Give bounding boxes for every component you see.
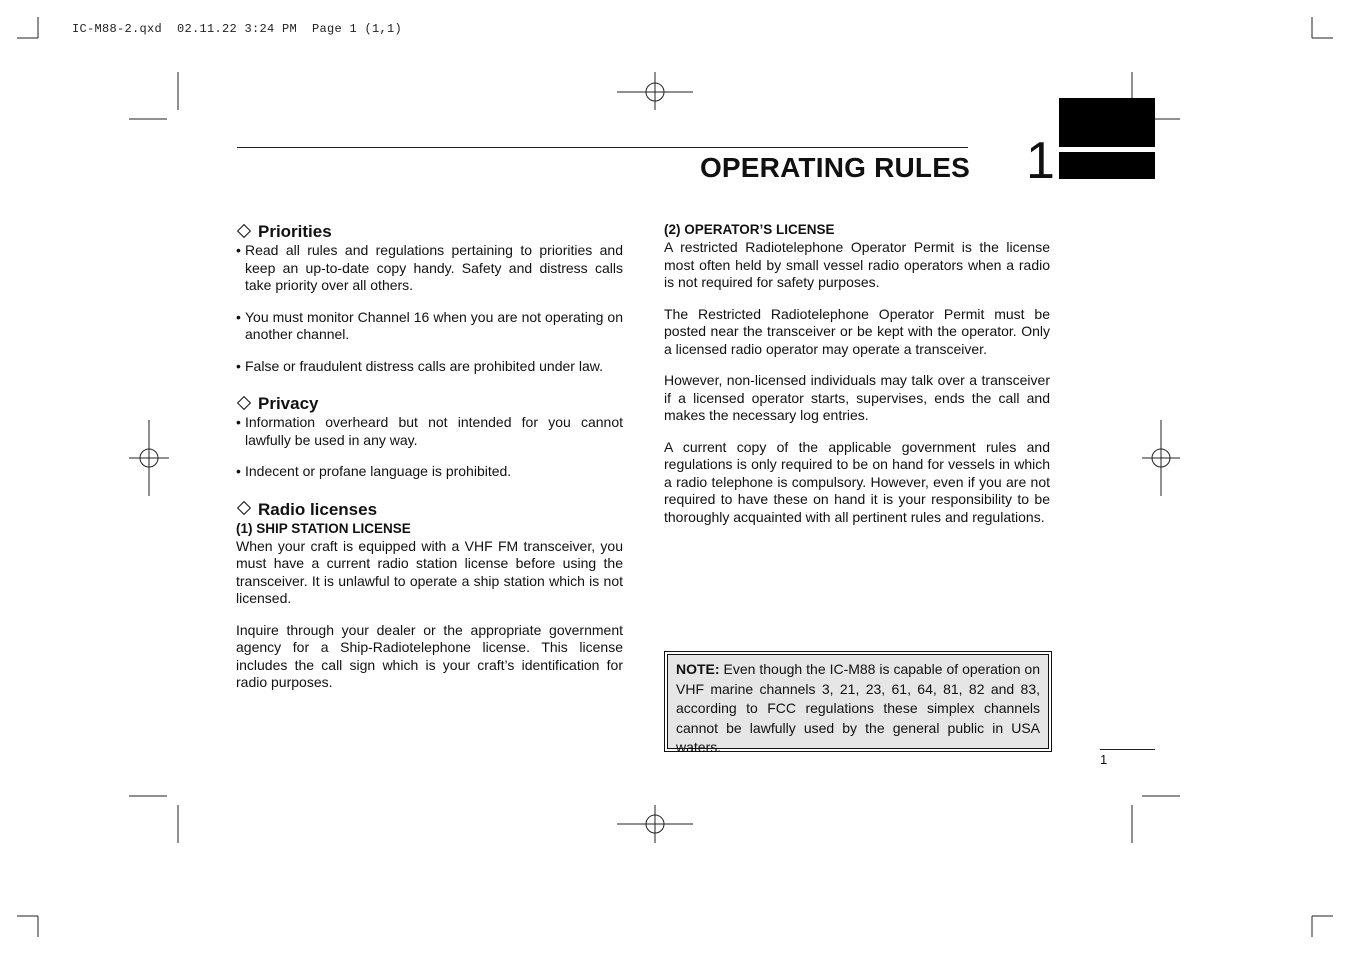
paragraph: However, non-licensed individuals may talk over a transceiver if a licensed operator starts, supervises, ends the call and makes the necessary log entries. xyxy=(664,372,1050,423)
diamond-icon xyxy=(237,223,251,237)
page-number-rule xyxy=(1100,749,1155,750)
priorities-heading-text: Priorities xyxy=(258,222,332,241)
paragraph: A current copy of the applicable government rules and regulations is only required to be on hand for vessels in which a radio telephone is compulsory. However, even if you are not required to have these on hand it is your responsibility to be thoroughly acquainted with all pertinent rules and regulations. xyxy=(664,438,1050,525)
bullet-icon: • xyxy=(236,242,241,258)
privacy-heading-text: Privacy xyxy=(258,394,319,413)
paragraph: Inquire through your dealer or the appropriate government agency for a Ship-Radiotelephone license. This license includes the call sign which is your craft’s identification for radio purposes. xyxy=(236,621,623,690)
note-box xyxy=(664,651,1052,755)
ship-station-license-subheading: (1) SHIP STATION LICENSE xyxy=(236,520,411,536)
bullet-icon: • xyxy=(236,308,241,325)
bullet-text: False or fraudulent distress calls are prohibited under law. xyxy=(245,357,603,374)
bullet-icon: • xyxy=(236,357,241,374)
diamond-icon xyxy=(237,501,251,515)
list-item xyxy=(236,242,623,295)
privacy-heading xyxy=(236,393,623,414)
bullet-text: You must monitor Channel 16 when you are not operating on another channel. xyxy=(245,308,623,342)
note-content xyxy=(667,654,1049,755)
list-item xyxy=(236,414,623,449)
page-number: 1 xyxy=(1100,752,1108,767)
print-header: IC-M88-2.qxd 02.11.22 3:24 PM Page 1 (1,1) xyxy=(72,22,403,36)
page-title: OPERATING RULES xyxy=(699,152,970,183)
bullet-text: Information overheard but not intended for you cannot lawfully be used in any way. xyxy=(245,414,623,448)
paragraph: When your craft is equipped with a VHF FM transceiver, you must have a current radio station license before using the transceiver. It is unlawful to operate a ship station which is not licensed. xyxy=(236,537,623,606)
bullet-text: Read all rules and regulations pertaining to priorities and keep an up-to-date copy handy. Safety and distress calls take priority over all others. xyxy=(245,242,623,293)
chapter-tab-block xyxy=(1059,98,1155,147)
radio-licenses-heading-text: Radio licenses xyxy=(258,499,378,519)
diamond-icon xyxy=(237,395,251,409)
chapter-number: 1 xyxy=(1026,132,1055,190)
chapter-tab-block-lower xyxy=(1059,152,1155,179)
paragraph: A restricted Radiotelephone Operator Permit is the license most often held by small vessel radio operators when a radio is not required for safety purposes. xyxy=(664,239,1050,290)
list-item xyxy=(236,463,623,481)
list-item xyxy=(236,309,623,344)
priorities-heading xyxy=(236,221,623,242)
radio-licenses-heading xyxy=(236,499,623,520)
operators-license-subheading: (2) OPERATOR’S LICENSE xyxy=(664,222,835,237)
paragraph: The Restricted Radiotelephone Operator Permit must be posted near the transceiver or be kept with the operator. Only a licensed radio operator may operate a transceiver. xyxy=(664,305,1050,357)
title-rule xyxy=(237,147,968,148)
list-item xyxy=(236,358,623,376)
bullet-text: Indecent or profane language is prohibited. xyxy=(245,463,512,479)
right-column xyxy=(664,221,1050,526)
left-column xyxy=(236,221,623,692)
bullet-icon: • xyxy=(236,414,241,430)
note-label: NOTE: xyxy=(676,661,720,677)
note-text: Even though the IC-M88 is capable of operation on VHF marine channels 3, 21, 23, 61, 64, 81, 82 and 83, according to FCC regulations these simplex channels cannot be lawfully used by the general public in USA waters. xyxy=(676,661,1040,755)
bullet-icon: • xyxy=(236,463,241,479)
